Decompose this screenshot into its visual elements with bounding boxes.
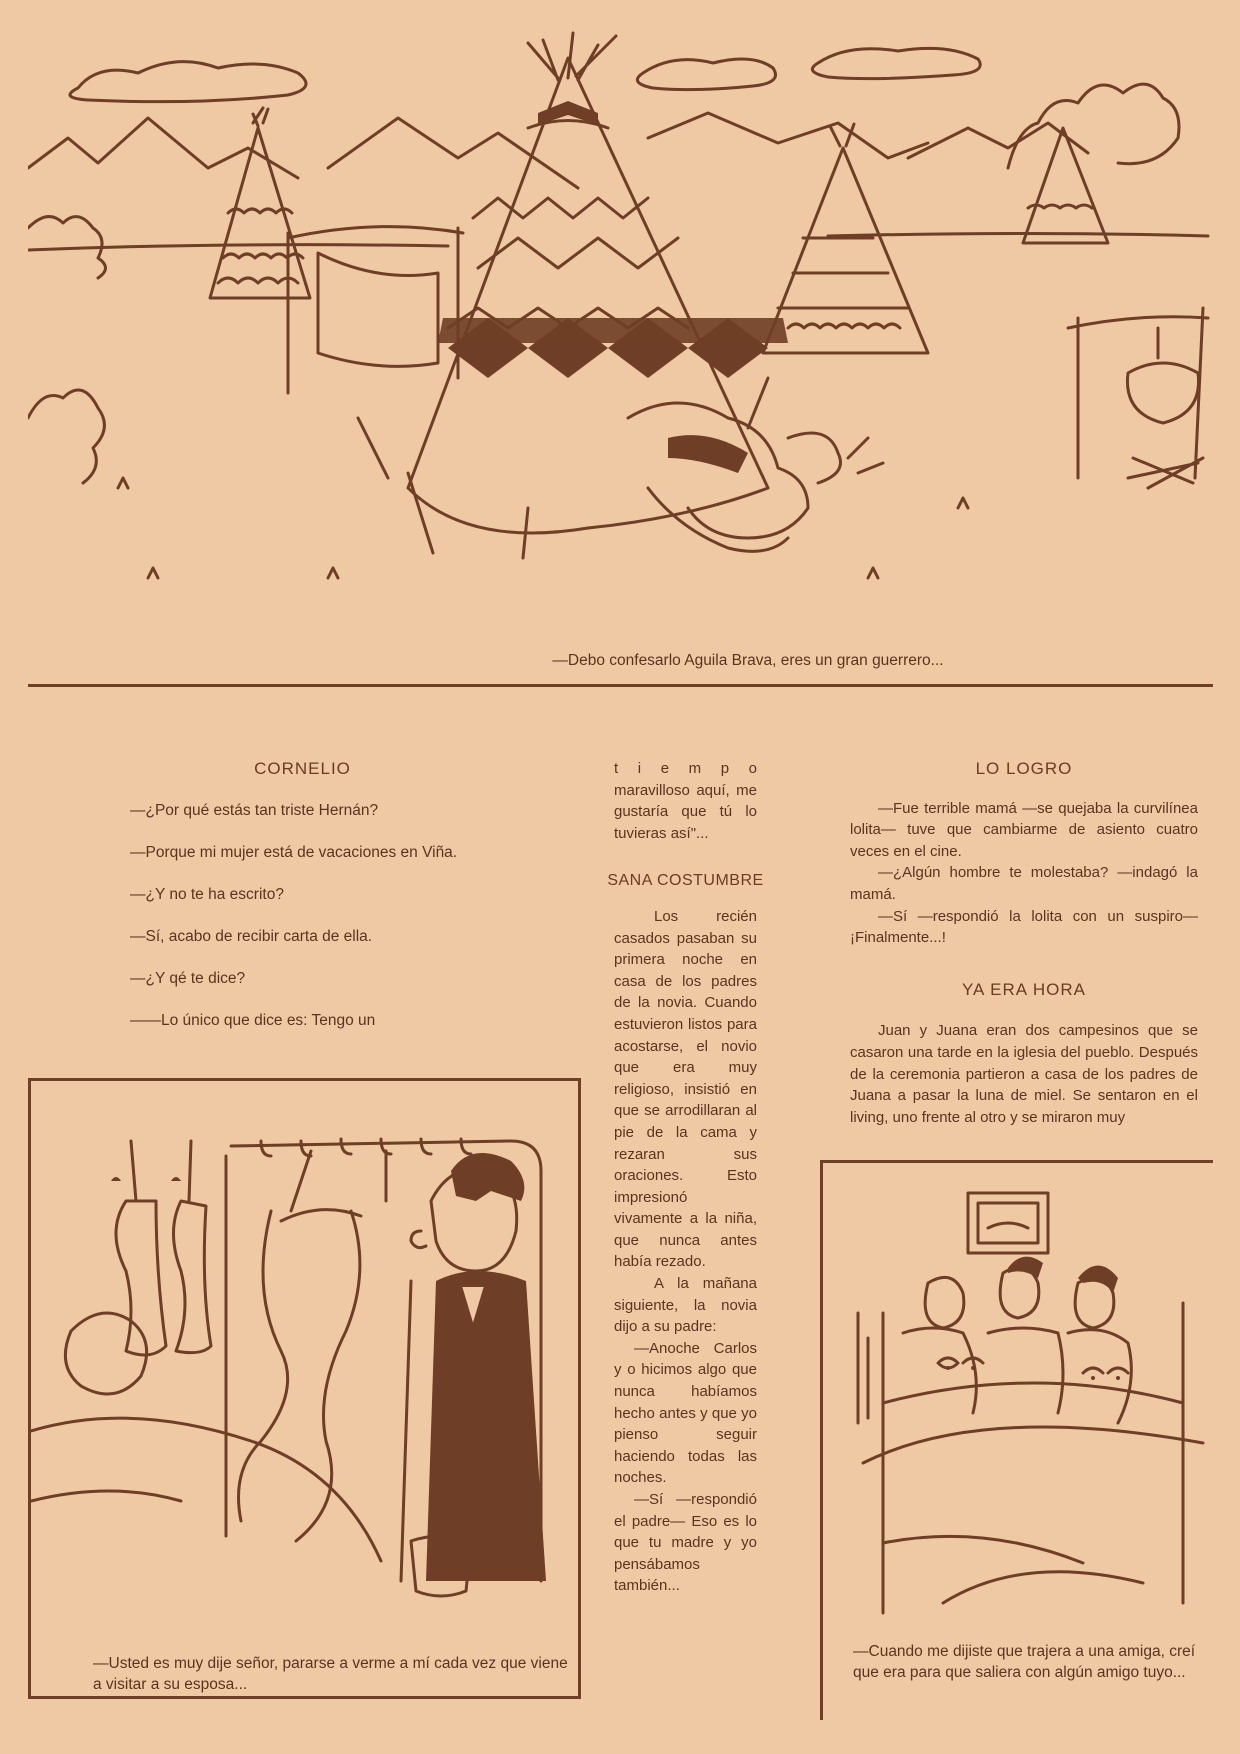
sana-costumbre-paragraph: Los recién casados pasaban su primera noche en casa de los padres de la novia. Cuando estuvieron listos para acostarse, el novio que era muy religioso, insistió en que se arrodillaran al pie de la cama y rezaran sus oraciones. Esto impresionó vivamente a la niña, que nunca antes había rezado. <box>614 907 757 1271</box>
divider-top <box>28 684 1213 687</box>
cornelio-line: —Porque mi mujer está de vacaciones en Viña. <box>130 844 458 861</box>
cornelio-line: —¿Por qué estás tan triste Hernán? <box>130 802 379 819</box>
divider-bottom-left <box>28 1696 581 1699</box>
bottom-right-cartoon-panel <box>820 1160 1213 1720</box>
sana-costumbre-paragraph: —Anoche Carlos y o hicimos algo que nunca habíamos hecho antes y que yo pienso seguir haciendo todas las noches. <box>614 1339 757 1487</box>
ya-era-hora-title: YA ERA HORA <box>961 979 1087 999</box>
cornelio-column <box>130 758 475 1052</box>
sana-costumbre-title: SANA COSTUMBRE <box>607 872 764 890</box>
bottom-left-cartoon-caption: —Usted es muy dije señor, pararse a verme a mí cada vez que viene a visitar a su esposa... <box>93 1655 568 1693</box>
sana-costumbre-paragraph: A la mañana siguiente, la novia dijo a su padre: <box>614 1275 757 1336</box>
sana-costumbre-column <box>607 758 764 1597</box>
sana-costumbre-paragraph: —Sí —respondió el padre— Eso es lo que tu madre y yo pensábamos también... <box>614 1491 757 1595</box>
right-column <box>850 758 1198 1128</box>
cornelio-line: —¿Y no te ha escrito? <box>130 886 284 903</box>
cornelio-line: —¿Y qé te dice? <box>130 970 246 987</box>
ya-era-hora-paragraph: Juan y Juana eran dos campesinos que se casaron una tarde en la iglesia del pueblo. Después de la ceremonia partieron a casa de los padres de Juana a pasar la luna de miel. Se sentaron en el living, uno frente al otro y se miraron muy <box>850 1022 1198 1126</box>
lo-logro-paragraph: —Sí —respondió la lolita con un suspiro— ¡Finalmente...! <box>850 907 1198 947</box>
teepee-camp-illustration <box>28 18 1213 638</box>
lo-logro-title: LO LOGRO <box>975 759 1073 778</box>
bottom-right-cartoon-caption: —Cuando me dijiste que trajera a una amiga, creí que era para que saliera con algún amigo tuyo... <box>853 1643 1196 1681</box>
cornelio-line: ——Lo único que dice es: Tengo un <box>130 1012 376 1029</box>
lo-logro-paragraph: —¿Algún hombre te molestaba? —indagó la mamá. <box>850 864 1198 903</box>
bed-stockings-illustration <box>31 1081 578 1601</box>
three-in-bed-illustration <box>823 1163 1213 1633</box>
cornelio-title: CORNELIO <box>254 759 351 778</box>
cornelio-line: —Sí, acabo de recibir carta de ella. <box>130 928 373 945</box>
top-cartoon-caption: —Debo confesarlo Aguila Brava, eres un gran guerrero... <box>552 652 944 669</box>
bottom-left-cartoon-panel <box>28 1078 581 1696</box>
top-cartoon-panel <box>28 18 1213 673</box>
cornelio-continuation: t i e m p o maravilloso aquí, me gustaría que tú lo tuvieras así"... <box>614 760 757 842</box>
lo-logro-paragraph: —Fue terrible mamá —se quejaba la curvilínea lolita— tuve que cambiarme de asiento cuatro veces en el cine. <box>850 799 1198 860</box>
